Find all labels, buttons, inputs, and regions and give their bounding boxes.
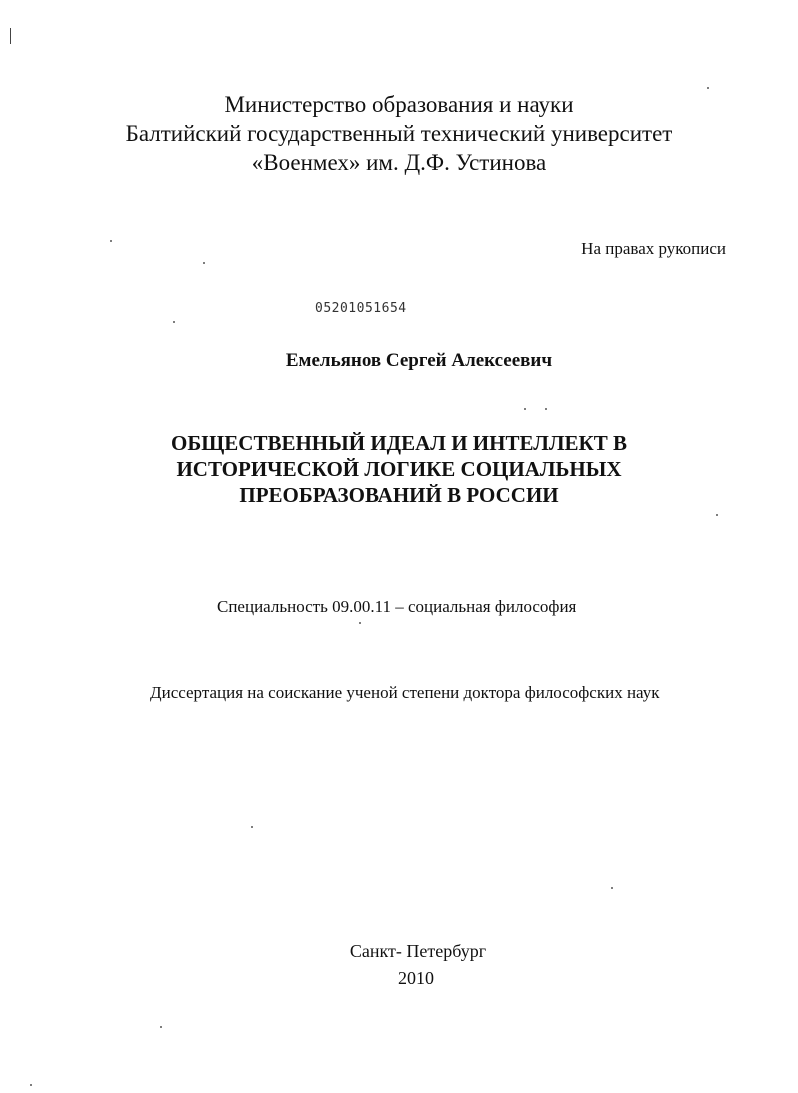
specialty-line: Специальность 09.00.11 – социальная философия (217, 597, 577, 616)
scan-speck (110, 240, 112, 242)
scan-edge-mark (10, 28, 11, 44)
manuscript-note: На правах рукописи (581, 239, 726, 258)
city-line: Санкт- Петербург (349, 941, 487, 961)
scan-speck (545, 408, 547, 410)
catalog-number-stamp: 05201051654 (315, 301, 407, 316)
year-line: 2010 (398, 968, 434, 988)
scan-speck (524, 408, 526, 410)
scan-speck (203, 262, 205, 264)
author-name: Емельянов Сергей Алексеевич (285, 350, 553, 371)
scan-speck (173, 321, 175, 323)
scan-speck (359, 622, 361, 624)
scan-speck (30, 1084, 32, 1086)
degree-line: Диссертация на соискание ученой степени доктора философских наук (150, 683, 660, 702)
university-name-heading: «Военмех» им. Д.Ф. Устинова (251, 150, 547, 175)
scan-speck (716, 514, 718, 516)
scan-speck (251, 826, 253, 828)
ministry-heading: Министерство образования и науки (224, 92, 574, 117)
scan-speck (707, 87, 709, 89)
title-line-3: ПРЕОБРАЗОВАНИЙ В РОССИИ (239, 483, 559, 507)
title-line-1: ОБЩЕСТВЕННЫЙ ИДЕАЛ И ИНТЕЛЛЕКТ В (171, 431, 627, 455)
university-heading: Балтийский государственный технический университет (125, 121, 673, 146)
title-line-2: ИСТОРИЧЕСКОЙ ЛОГИКЕ СОЦИАЛЬНЫХ (176, 457, 622, 481)
scan-speck (611, 887, 613, 889)
scan-speck (160, 1026, 162, 1028)
